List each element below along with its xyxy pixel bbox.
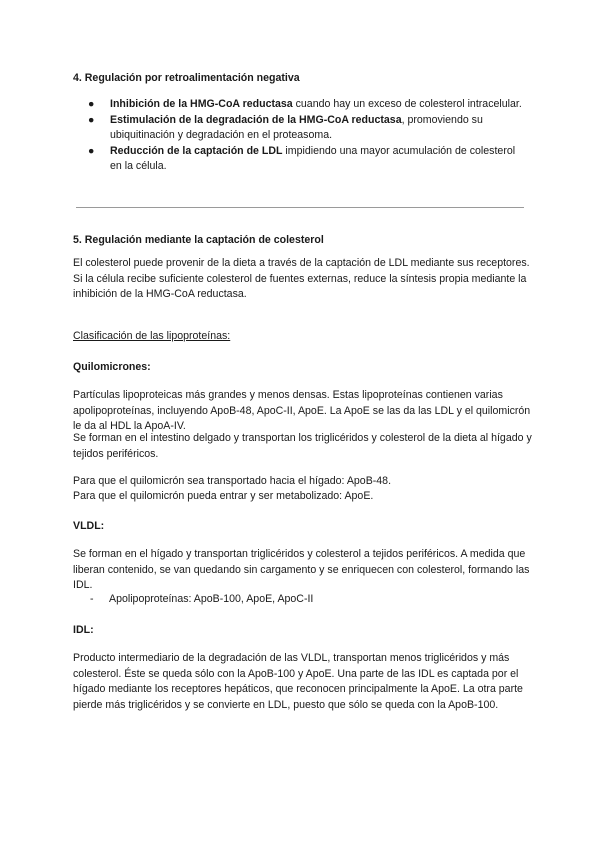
vldl-heading: VLDL:: [73, 520, 105, 532]
idl-heading: IDL:: [73, 624, 94, 636]
section-4-bullet-list: [86, 97, 526, 175]
dash-item-text: Apolipoproteínas: ApoB-100, ApoE, ApoC-II: [109, 593, 314, 605]
quilomicrones-paragraph-2: Se forman en el intestino delgado y transportan los triglicéridos y colesterol de la dieta al hígado y tejidos periféricos.: [73, 432, 532, 460]
bullet-bold-text: Reducción de la captación de LDL: [110, 144, 283, 157]
bullet-text: , promoviendo su ubiquitinación y degradación en el proteasoma.: [110, 113, 483, 141]
quilomicrones-paragraph-3: Para que el quilomicrón sea transportado hacia el hígado: ApoB-48.: [73, 475, 392, 487]
quilomicrones-heading: Quilomicrones:: [73, 361, 151, 373]
bullet-dot-icon: ●: [88, 144, 95, 157]
horizontal-divider: [76, 207, 524, 208]
quilomicrones-paragraph-1: Partículas lipoproteicas más grandes y menos densas. Estas lipoproteínas contienen varias apolipoproteínas, incluyendo ApoB-48, ApoC-II, ApoE. La ApoE se las da las LDL y el quilomicrón le da al HDL la ApoA-IV.: [73, 389, 531, 432]
vldl-paragraph: Se forman en el hígado y transportan triglicéridos y colesterol a tejidos periféricos. A medida que liberan contenido, se van quedando sin cargamento y se enriquecen con colesterol, formando las IDL.: [73, 548, 530, 591]
bullet-dot-icon: ●: [88, 113, 95, 126]
bullet-item: [86, 97, 526, 113]
dash-marker: -: [90, 593, 94, 605]
section-5-paragraph: El colesterol puede provenir de la dieta a través de la captación de LDL mediante sus receptores. Si la célula recibe suficiente colesterol de fuentes externas, reduce la síntesis propia mediante la inhibición de la HMG-CoA reductasa.: [73, 257, 530, 300]
bullet-item: [86, 144, 526, 175]
classification-heading: Clasificación de las lipoproteínas:: [73, 330, 231, 342]
bullet-dot-icon: ●: [88, 98, 95, 110]
bullet-bold-text: Estimulación de la degradación de la HMG-CoA reductasa: [110, 113, 402, 126]
bullet-bold-text: Inhibición de la HMG-CoA reductasa: [110, 98, 293, 110]
section-5-heading: 5. Regulación mediante la captación de colesterol: [73, 234, 324, 246]
bullet-text: cuando hay un exceso de colesterol intracelular.: [292, 98, 522, 110]
idl-paragraph: Producto intermediario de la degradación de las VLDL, transportan menos triglicéridos y más colesterol. Éste se queda sólo con la ApoB-100 y ApoE. Una parte de las IDL es captada por el hígado mediante los receptores hepáticos, que reconocen principalmente la ApoE. La otra parte pierde más triglicéridos y se convierte en LDL, puesto que sólo se queda con la ApoB-100.: [73, 652, 523, 711]
quilomicrones-paragraph-4: Para que el quilomicrón pueda entrar y ser metabolizado: ApoE.: [73, 490, 374, 502]
bullet-item: [86, 113, 526, 144]
section-4-heading: 4. Regulación por retroalimentación negativa: [73, 72, 300, 84]
bullet-text: impidiendo una mayor acumulación de colesterol en la célula.: [110, 144, 516, 172]
